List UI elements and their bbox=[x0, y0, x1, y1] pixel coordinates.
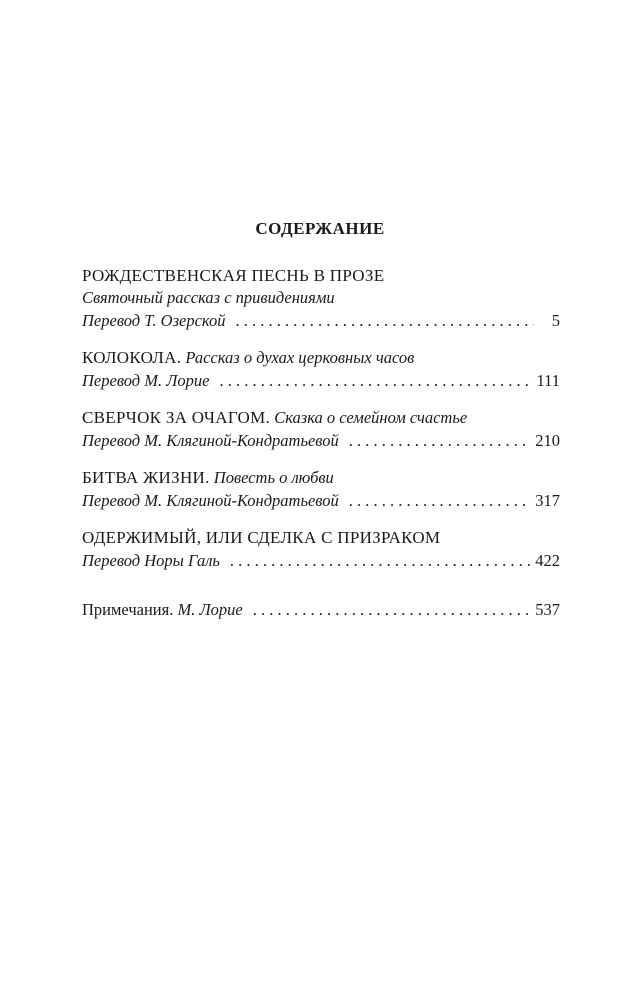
toc-entry bbox=[82, 407, 560, 452]
dot-leader bbox=[230, 549, 531, 572]
entry-page-number: 317 bbox=[535, 491, 560, 510]
entry-heading: КОЛОКОЛА. bbox=[82, 348, 182, 367]
entry-translator: Перевод М. Клягиной-Кондратьевой bbox=[82, 491, 339, 510]
toc-entry bbox=[82, 527, 560, 572]
notes-label: Примечания. bbox=[82, 600, 174, 619]
notes-author: М. Лорие bbox=[177, 600, 243, 619]
entry-translator-line bbox=[82, 369, 560, 392]
notes-page-number: 537 bbox=[535, 600, 560, 619]
entry-translator: Перевод Норы Галь bbox=[82, 551, 220, 570]
notes-label-group bbox=[82, 598, 243, 621]
entry-translator-line bbox=[82, 309, 560, 332]
toc-entry bbox=[82, 265, 560, 332]
entry-subtitle: Рассказ о духах церковных часов bbox=[185, 348, 415, 367]
entry-page-number: 210 bbox=[535, 431, 560, 450]
dot-leader bbox=[236, 309, 534, 332]
toc-entry bbox=[82, 467, 560, 512]
entry-heading: РОЖДЕСТВЕНСКАЯ ПЕСНЬ В ПРОЗЕ bbox=[82, 266, 385, 285]
entry-subtitle: Сказка о семейном счастье bbox=[274, 408, 468, 427]
entry-heading: ОДЕРЖИМЫЙ, ИЛИ СДЕЛКА С ПРИЗРАКОМ bbox=[82, 528, 441, 547]
entry-subtitle: Святочный рассказ с привидениями bbox=[82, 288, 335, 307]
entry-subtitle: Повесть о любви bbox=[213, 468, 334, 487]
entry-translator-line bbox=[82, 549, 560, 572]
dot-leader bbox=[349, 489, 532, 512]
toc-entry bbox=[82, 347, 560, 392]
entry-translator-line bbox=[82, 429, 560, 452]
entry-translator: Перевод М. Клягиной-Кондратьевой bbox=[82, 431, 339, 450]
entry-title-line bbox=[82, 347, 560, 369]
entry-page-number: 111 bbox=[536, 371, 560, 390]
entry-heading: СВЕРЧОК ЗА ОЧАГОМ. bbox=[82, 408, 271, 427]
page-title: СОДЕРЖАНИЕ bbox=[255, 219, 385, 238]
entry-heading: БИТВА ЖИЗНИ. bbox=[82, 468, 210, 487]
entry-title-line bbox=[82, 407, 560, 429]
dot-leader bbox=[349, 429, 532, 452]
table-of-contents bbox=[82, 265, 560, 636]
entry-translator-line bbox=[82, 489, 560, 512]
entry-translator: Перевод М. Лорие bbox=[82, 371, 210, 390]
entry-translator: Перевод Т. Озерской bbox=[82, 311, 226, 330]
entry-title-line bbox=[82, 467, 560, 489]
dot-leader bbox=[220, 369, 533, 392]
notes-line bbox=[82, 598, 560, 621]
dot-leader bbox=[253, 598, 532, 621]
entry-page-number: 422 bbox=[535, 551, 560, 570]
entry-page-number: 5 bbox=[551, 311, 560, 330]
toc-entry-notes bbox=[82, 598, 560, 621]
